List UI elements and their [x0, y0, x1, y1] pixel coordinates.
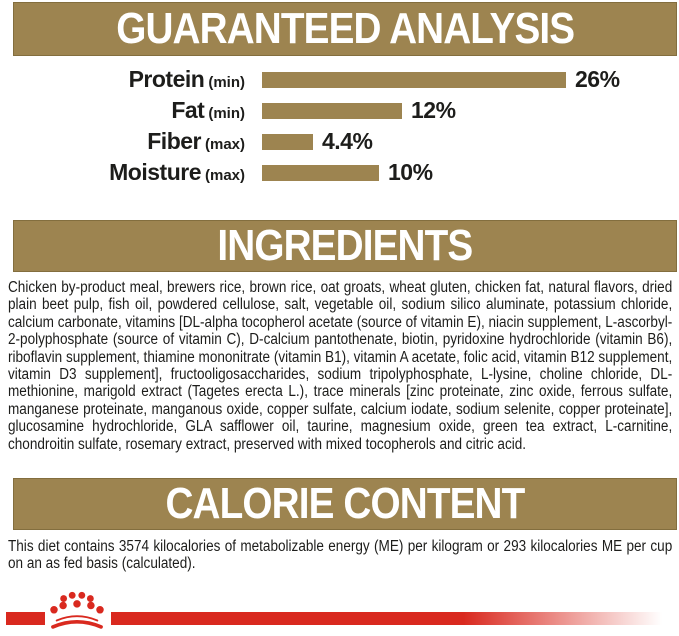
chart-row-protein	[0, 64, 679, 95]
nutrient-value: 12%	[411, 97, 456, 123]
nutrient-bar	[262, 103, 402, 119]
guaranteed-analysis-header-band	[13, 2, 677, 56]
nutrient-value: 4.4%	[322, 128, 373, 154]
nutrient-label	[0, 159, 245, 186]
brand-logo-footer	[0, 585, 679, 636]
nutrient-bar	[262, 134, 313, 150]
ingredients-header-band	[13, 220, 677, 272]
nutrient-label	[0, 66, 245, 93]
nutrient-label	[0, 97, 245, 124]
calorie-content-header-band	[13, 478, 677, 530]
calorie-content-title: CALORIE CONTENT	[165, 479, 525, 528]
nutrient-qualifier: (max)	[204, 167, 245, 184]
nutrient-bar	[262, 165, 379, 181]
ingredients-title: INGREDIENTS	[217, 221, 473, 270]
royal-canin-crown-paw-icon	[47, 590, 107, 636]
ingredients-text: Chicken by-product meal, brewers rice, brown rice, oat groats, wheat gluten, chicken fat, natural flavors, dried plain beet pulp, fish oil, powdered cellulose, salt, vegetable oil, sodium silico aluminate, potassium chloride, calcium carbonate, vitamins [DL-alpha tocopherol acetate (source of vitamin E), niacin supplement, L-ascorbyl-2-polyphosphate (source of vitamin C), D-calcium pantothenate, biotin, pyridoxine hydrochloride (vitamin B6), riboflavin supplement, thiamine mononitrate (vitamin B1), vitamin A acetate, folic acid, vitamin B12 supplement, vitamin D3 supplement], fructooligosaccharides, sodium tripolyphosphate, L-lysine, choline chloride, DL-methionine, marigold extract (Tagetes erecta L.), trace minerals [zinc proteinate, zinc oxide, ferrous sulfate, manganese proteinate, manganous oxide, copper sulfate, calcium iodate, sodium selenite, copper proteinate], glucosamine hydrochloride, GLA safflower oil, taurine, magnesium oxide, green tea extract, L-carnitine, chondroitin sulfate, rosemary extract, preserved with mixed tocopherols and citric acid.	[8, 279, 673, 453]
nutrient-qualifier: (min)	[208, 105, 245, 122]
chart-row-fat	[0, 95, 679, 126]
logo-right-fading-bar	[111, 612, 679, 625]
nutrient-name: Protein	[128, 66, 205, 92]
nutrient-qualifier: (max)	[204, 136, 245, 153]
nutrient-name: Moisture	[109, 159, 201, 185]
nutrient-bar	[262, 72, 566, 88]
chart-row-moisture	[0, 157, 679, 188]
calorie-content-text: This diet contains 3574 kilocalories of metabolizable energy (ME) per kilogram or 293 kilocalories ME per cup on an as fed basis (calculated).	[8, 538, 673, 573]
logo-left-bar	[6, 612, 45, 625]
nutrient-name: Fiber	[147, 128, 201, 154]
chart-row-fiber	[0, 126, 679, 157]
guaranteed-analysis-bar-chart	[0, 64, 679, 188]
nutrient-name: Fat	[171, 97, 205, 123]
guaranteed-analysis-title: GUARANTEED ANALYSIS	[115, 4, 575, 53]
nutrient-value: 26%	[575, 66, 620, 92]
nutrient-value: 10%	[388, 159, 433, 185]
nutrient-label	[0, 128, 245, 155]
nutrient-qualifier: (min)	[208, 74, 245, 91]
